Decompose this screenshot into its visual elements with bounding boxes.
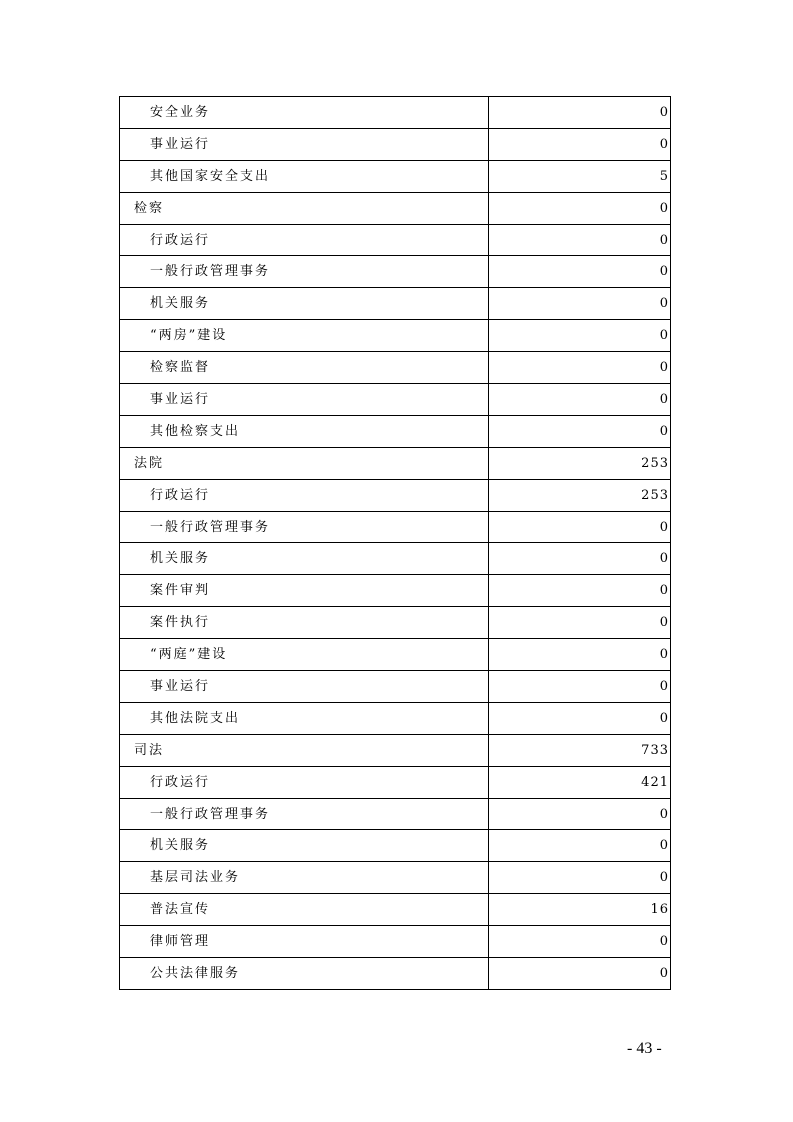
item-label: 机关服务 [120, 288, 489, 320]
item-label: 事业运行 [120, 128, 489, 160]
item-label: “两房”建设 [120, 320, 489, 352]
table-row [120, 830, 671, 862]
item-label: 一般行政管理事务 [120, 798, 489, 830]
item-amount: 0 [489, 192, 671, 224]
item-label: 行政运行 [120, 766, 489, 798]
item-label: 检察监督 [120, 352, 489, 384]
item-label: 安全业务 [120, 97, 489, 129]
table-row [120, 958, 671, 990]
item-amount: 0 [489, 384, 671, 416]
table-row [120, 288, 671, 320]
item-amount: 0 [489, 415, 671, 447]
item-label: 机关服务 [120, 543, 489, 575]
table-row [120, 671, 671, 703]
budget-table [119, 96, 671, 990]
item-label: 其他法院支出 [120, 702, 489, 734]
table-row [120, 639, 671, 671]
item-amount: 0 [489, 830, 671, 862]
item-label: 律师管理 [120, 926, 489, 958]
item-amount: 0 [489, 511, 671, 543]
item-label: 其他检察支出 [120, 415, 489, 447]
item-amount: 0 [489, 862, 671, 894]
item-label: 检察 [120, 192, 489, 224]
table-row [120, 192, 671, 224]
table-row [120, 511, 671, 543]
item-label: 行政运行 [120, 224, 489, 256]
item-amount: 0 [489, 639, 671, 671]
item-amount: 0 [489, 352, 671, 384]
item-amount: 0 [489, 798, 671, 830]
table-row [120, 766, 671, 798]
table-row [120, 798, 671, 830]
item-label: 普法宣传 [120, 894, 489, 926]
table-row [120, 320, 671, 352]
table-row [120, 97, 671, 129]
item-amount: 0 [489, 128, 671, 160]
table-row [120, 926, 671, 958]
table-row [120, 352, 671, 384]
table-row [120, 160, 671, 192]
item-amount: 0 [489, 543, 671, 575]
item-amount: 0 [489, 926, 671, 958]
item-label: 法院 [120, 447, 489, 479]
item-amount: 16 [489, 894, 671, 926]
page-number: - 43 - [627, 1040, 662, 1057]
item-amount: 733 [489, 734, 671, 766]
item-amount: 0 [489, 575, 671, 607]
item-label: 公共法律服务 [120, 958, 489, 990]
item-label: 案件执行 [120, 607, 489, 639]
item-amount: 253 [489, 447, 671, 479]
item-amount: 0 [489, 256, 671, 288]
table-row [120, 479, 671, 511]
item-label: 事业运行 [120, 671, 489, 703]
item-label: 事业运行 [120, 384, 489, 416]
item-label: 机关服务 [120, 830, 489, 862]
item-label: 一般行政管理事务 [120, 256, 489, 288]
item-amount: 0 [489, 958, 671, 990]
item-amount: 0 [489, 671, 671, 703]
item-label: 其他国家安全支出 [120, 160, 489, 192]
item-label: 案件审判 [120, 575, 489, 607]
item-amount: 0 [489, 288, 671, 320]
item-amount: 0 [489, 607, 671, 639]
table-row [120, 734, 671, 766]
item-amount: 0 [489, 224, 671, 256]
table-row [120, 543, 671, 575]
table-row [120, 702, 671, 734]
table-row [120, 224, 671, 256]
table-row [120, 862, 671, 894]
table-body [120, 97, 671, 990]
item-amount: 5 [489, 160, 671, 192]
table-row [120, 384, 671, 416]
item-label: 一般行政管理事务 [120, 511, 489, 543]
item-label: 基层司法业务 [120, 862, 489, 894]
table-row [120, 607, 671, 639]
table-row [120, 128, 671, 160]
item-amount: 421 [489, 766, 671, 798]
item-label: 行政运行 [120, 479, 489, 511]
table-row [120, 575, 671, 607]
table-row [120, 415, 671, 447]
table-row [120, 894, 671, 926]
table-row [120, 256, 671, 288]
item-amount: 253 [489, 479, 671, 511]
item-label: 司法 [120, 734, 489, 766]
item-amount: 0 [489, 97, 671, 129]
table-row [120, 447, 671, 479]
item-amount: 0 [489, 320, 671, 352]
item-amount: 0 [489, 702, 671, 734]
item-label: “两庭”建设 [120, 639, 489, 671]
